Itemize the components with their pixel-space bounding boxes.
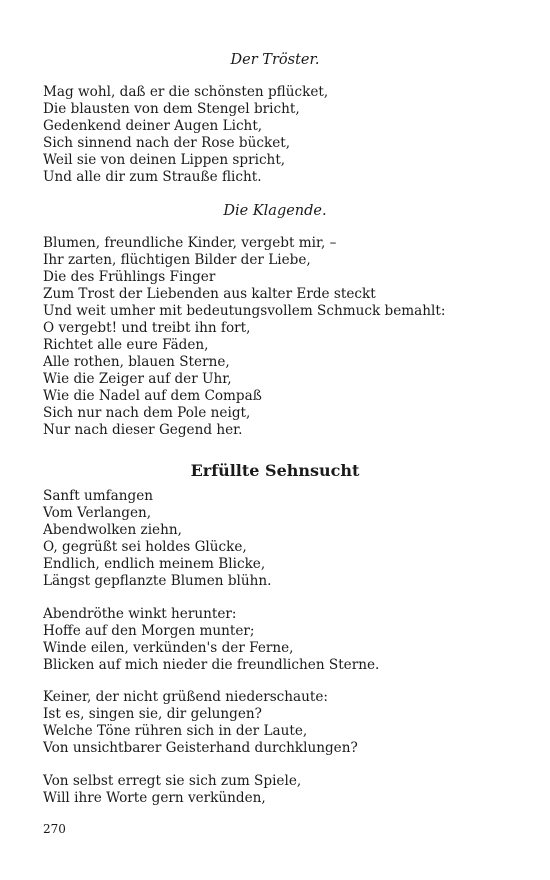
- verse-line: Sich sinnend nach der Rose bücket,: [43, 135, 291, 151]
- verse-line: Wie die Zeiger auf der Uhr,: [43, 371, 232, 387]
- speaker-heading-die-klagende: Die Klagende.: [223, 203, 327, 219]
- verse-line: Will ihre Worte gern verkünden,: [43, 790, 266, 806]
- verse-line: Vom Verlangen,: [43, 505, 152, 521]
- verse-line: Von unsichtbarer Geisterhand durchklungen?: [43, 740, 358, 756]
- verse-line: Abendwolken ziehn,: [43, 522, 182, 538]
- verse-line: Endlich, endlich meinem Blicke,: [43, 556, 266, 572]
- verse-line: Hoffe auf den Morgen munter;: [43, 623, 255, 639]
- speaker-heading-der-troester: Der Tröster.: [230, 52, 320, 68]
- verse-line: Wie die Nadel auf dem Compaß: [43, 388, 262, 404]
- verse-line: Und weit umher mit bedeutungsvollem Schmuck bemahlt:: [43, 303, 446, 319]
- verse-line: Nur nach dieser Gegend her.: [43, 422, 243, 438]
- verse-line: Abendröthe winkt herunter:: [43, 606, 237, 622]
- verse-line: Mag wohl, daß er die schönsten pflücket,: [43, 84, 329, 100]
- verse-line: Ist es, singen sie, dir gelungen?: [43, 706, 262, 722]
- verse-line: Blumen, freundliche Kinder, vergebt mir, –: [43, 235, 337, 251]
- verse-line: Weil sie von deinen Lippen spricht,: [43, 152, 286, 168]
- verse-line: O vergebt! und treibt ihn fort,: [43, 320, 251, 336]
- poem-stanza-3: [43, 689, 513, 757]
- verse-line: Von selbst erregt sie sich zum Spiele,: [43, 773, 302, 789]
- verse-line: Sanft umfangen: [43, 488, 154, 504]
- verse-line: Und alle dir zum Strauße flicht.: [43, 169, 262, 185]
- verse-line: Die des Frühlings Finger: [43, 269, 216, 285]
- verse-block-der-troester: [43, 84, 513, 186]
- verse-line: Längst gepflanzte Blumen blühn.: [43, 573, 272, 589]
- verse-line: Blicken auf mich nieder die freundlichen Sterne.: [43, 657, 380, 673]
- verse-line: Welche Töne rühren sich in der Laute,: [43, 723, 308, 739]
- verse-line: Alle rothen, blauen Sterne,: [43, 354, 230, 370]
- poem-stanza-2: [43, 606, 513, 674]
- verse-line: O, gegrüßt sei holdes Glücke,: [43, 539, 247, 555]
- verse-line: Winde eilen, verkünden's der Ferne,: [43, 640, 294, 656]
- verse-line: Richtet alle eure Fäden,: [43, 337, 209, 353]
- poem-title: Erfüllte Sehnsucht: [190, 461, 360, 480]
- verse-line: Die blausten von dem Stengel bricht,: [43, 101, 300, 117]
- verse-block-die-klagende: [43, 235, 513, 439]
- verse-line: Zum Trost der Liebenden aus kalter Erde steckt: [43, 286, 376, 302]
- poem-stanza-4: [43, 773, 513, 807]
- verse-line: Sich nur nach dem Pole neigt,: [43, 405, 251, 421]
- poem-stanza-1: [43, 488, 513, 590]
- page-number: 270: [43, 822, 66, 836]
- verse-line: Ihr zarten, flüchtigen Bilder der Liebe,: [43, 252, 311, 268]
- verse-line: Gedenkend deiner Augen Licht,: [43, 118, 263, 134]
- verse-line: Keiner, der nicht grüßend niederschaute:: [43, 689, 328, 705]
